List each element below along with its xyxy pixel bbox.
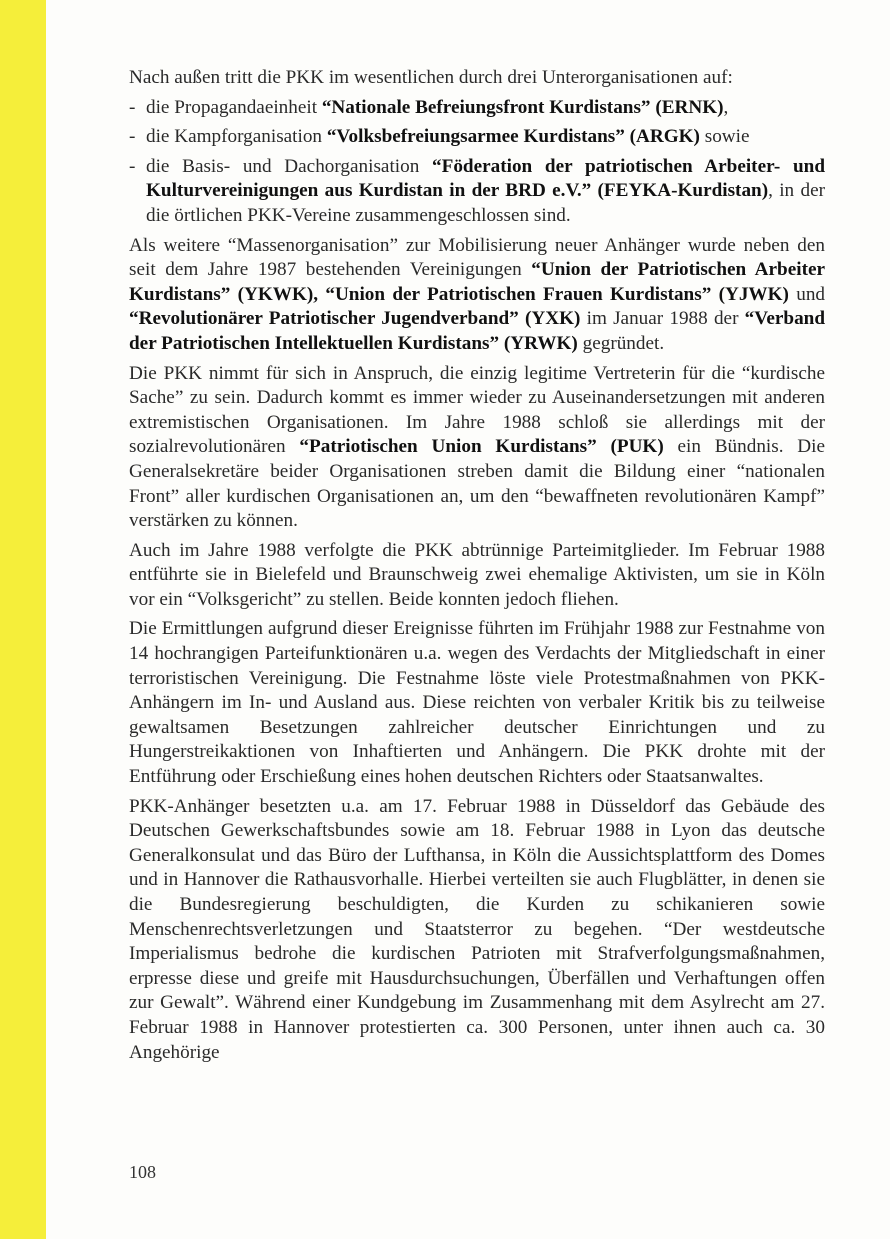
bold-organisation-names: “Patriotischen Union Kurdistans” (PUK)	[299, 436, 664, 458]
intro-paragraph: Nach außen tritt die PKK im wesentlichen durch drei Unterorganisationen auf:	[129, 67, 733, 88]
list-text: , in der die örtlichen PKK-Vereine zusammengeschlossen sind.	[146, 180, 825, 226]
list-text: ,	[723, 96, 729, 118]
bold-organisation-names: “Union der Patriotischen Arbeiter Kurdistans” (YKWK), “Union der Patriotischen Frauen Kurdistans” (YJWK)	[129, 259, 825, 305]
list-text: sowie	[699, 126, 750, 148]
bold-organisation-names: “Revolutionärer Patriotischer Jugendverband” (YXK)	[129, 308, 581, 330]
paragraph-text: im Januar 1988 der	[580, 308, 745, 330]
list-text: die Kampforganisation	[146, 126, 327, 148]
list-item-argk	[129, 125, 825, 150]
list-text: die Propagandaeinheit	[146, 96, 322, 118]
paragraph-text: ein Bündnis. Die Generalsekretäre beider Organisationen streben damit die Bildung einer “nationalen Front” aller kurdischen Organisationen an, um den “bewaffneten revolutionären Kampf” verstärken zu können.	[129, 436, 825, 532]
paragraph-text: und	[788, 283, 826, 305]
list-bold-name: “Föderation der patriotischen Arbeiter- und Kulturvereinigungen aus Kurdistan in der BRD e.V.” (FEYKA-Kurdistan)	[146, 155, 825, 202]
list-dash: -	[129, 126, 136, 148]
paragraph-defectors: Auch im Jahre 1988 verfolgte die PKK abtrünnige Parteimitglieder. Im Februar 1988 entführte sie in Bielefeld und Braunschweig zwei ehemalige Aktivisten, um sie in Köln vor ein “Volksgericht” zu stellen. Beide konnten jedoch fliehen.	[129, 539, 825, 610]
bold-organisation-names: “Verband der Patriotischen Intellektuellen Kurdistans” (YRWK)	[129, 308, 825, 354]
paragraph-occupations: PKK-Anhänger besetzten u.a. am 17. Februar 1988 in Düsseldorf das Gebäude des Deutschen Gewerkschaftsbundes sowie am 18. Februar 1988 in Lyon das deutsche Generalkonsulat und das Büro der Lufthansa, in Köln die Aussichtsplattform des Domes und in Hannover die Rathausvorhalle. Hierbei verteilten sie auch Flugblätter, in denen sie die Bundesregierung beschuldigten, die Kurden zu schikanieren sowie Menschenrechtsverletzungen und Staatsterror zu begehen. “Der westdeutsche Imperialismus bedrohe die kurdischen Patrioten mit Strafverfolgungsmaßnahmen, erpresse diese und greife mit Hausdurchsuchungen, Überfällen und Verhaftungen offen zur Gewalt”. Während einer Kundgebung im Zusammenhang mit dem Asylrecht am 27. Februar 1988 in Hannover protestierten ca. 300 Personen, unter ihnen auch ca. 30 Angehörige	[129, 795, 825, 1063]
list-bold-name: “Volksbefreiungsarmee Kurdistans” (ARGK)	[326, 126, 700, 148]
page-number: 108	[129, 1162, 156, 1182]
list-text: die Basis- und Dachorganisation	[146, 155, 433, 177]
text-column	[129, 66, 825, 1070]
list-dash: -	[129, 155, 136, 177]
paragraph-investigations: Die Ermittlungen aufgrund dieser Ereignisse führten im Frühjahr 1988 zur Festnahme von 14 hochrangigen Parteifunktionären u.a. wegen des Verdachts der Mitgliedschaft in einer terroristischen Vereinigung. Die Festnahme löste viele Protestmaßnahmen von PKK-Anhängern im In- und Ausland aus. Diese reichten von verbaler Kritik bis zu teilweise gewaltsamen Besetzungen zahlreicher deutscher Einrichtungen und zu Hungerstreikaktionen von Inhaftierten und Anhängern. Die PKK drohte mit der Entführung oder Erschießung eines hohen deutschen Richters oder Staatsanwaltes.	[129, 618, 825, 788]
paragraph-text: Als weitere “Massenorganisation” zur Mobilisierung neuer Anhänger wurde neben den seit dem Jahre 1987 bestehenden Vereinigungen	[129, 234, 825, 281]
list-item-ernk	[129, 96, 825, 121]
yellow-margin-strip	[0, 0, 46, 1239]
paragraph-text: gegründet.	[577, 332, 665, 354]
list-bold-name: “Nationale Befreiungsfront Kurdistans” (ERNK)	[321, 96, 724, 118]
list-dash: -	[129, 96, 136, 118]
list-item-feyka	[129, 155, 825, 229]
paragraph-text: Die PKK nimmt für sich in Anspruch, die einzig legitime Vertreterin für die “kurdische Sache” zu sein. Dadurch kommt es immer wieder zu Auseinandersetzungen mit anderen extremistischen Organisationen. Im Jahre 1988 schloß sie allerdings mit der sozialrevolutionären	[129, 362, 825, 458]
paragraph-mass-organisations	[129, 234, 825, 357]
paragraph-legitimacy	[129, 362, 825, 534]
